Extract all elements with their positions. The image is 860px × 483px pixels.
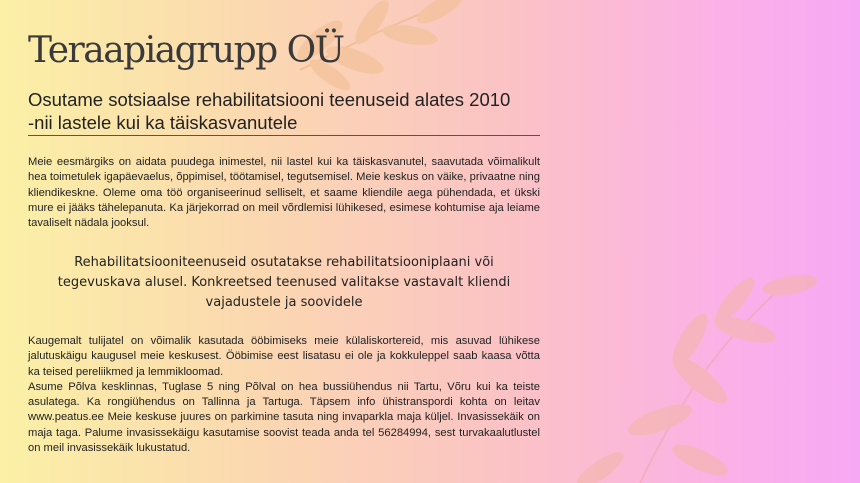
page-title: Teraapiagrupp OÜ bbox=[28, 30, 344, 71]
subtitle-line: -nii lastele kui ka täiskasvanutele bbox=[28, 112, 298, 133]
intro-paragraph: Meie eesmärgiks on aidata puudega inimestel, nii lastel kui ka täiskasvanutel, saavutada võimalikult hea toimetulek igapäevaelus, õppimisel, töötamisel, tegutsemisel. Meie keskus on väike, privaatne ning kliendikeskne. Oleme oma töö organiseerinud selliselt, et saame kliendile aega pühendada, et ükski mure ei jääks tähelepanuta. Ka järjekorrad on meil võrdlemisi lühikesed, esimese kohtumise aja leiame tavaliselt nädala jooksul. bbox=[28, 156, 540, 230]
subtitle-line: Osutame sotsiaalse rehabilitatsiooni teenuseid alates 2010 bbox=[28, 89, 511, 110]
highlight-line: Rehabilitatsiooniteenuseid osutatakse rehabilitatsiooniplaani või bbox=[74, 255, 494, 270]
highlight-statement bbox=[40, 253, 528, 313]
accommodation-paragraph: Kaugemalt tulijatel on võimalik kasutada ööbimiseks meie külaliskortereid, mis asuvad lühikese jalutuskäigu kaugusel meie keskusest. Ööbimise eest lisatasu ei ole ja kokkuleppel saab kaasa võtta ka teised pereliikmed ja lemmikloomad. bbox=[28, 335, 540, 378]
page-subtitle bbox=[28, 88, 548, 134]
location-paragraph: Asume Põlva kesklinnas, Tuglase 5 ning Põlval on hea bussiühendus nii Tartu, Võru kui ka teiste asulatega. Ka rongiühendus on Tallinna ja Tartuga. Täpsem info ühistranspordi kohta on leitav www.peatus.ee Meie keskuse juures on parkimine tasuta ning invaparkla maja küljel. Invasissekäik on maja taga. Palume invasissekäigu kasutamise soovist teada anda tel 56284994, sest turvakaalutlustel on meil invasissekäik lukustatud. bbox=[28, 380, 540, 455]
highlight-line: vajadustele ja soovidele bbox=[205, 295, 363, 310]
divider bbox=[28, 135, 540, 136]
highlight-line: tegevuskava alusel. Konkreetsed teenused valitakse vastavalt kliendi bbox=[57, 275, 511, 290]
info-section bbox=[28, 334, 540, 456]
